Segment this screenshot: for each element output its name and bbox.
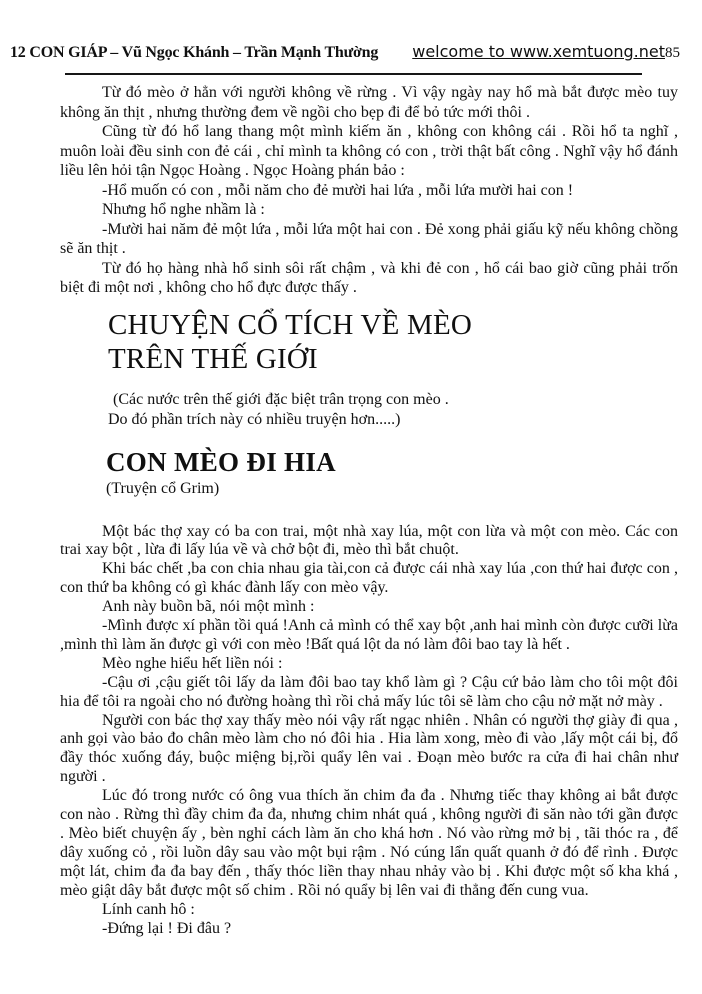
paragraph: Lúc đó trong nước có ông vua thích ăn chim đa đa . Nhưng tiếc thay không ai bắt được con nào . Rừng thì đầy chim đa đa, nhưng chim nhát quá , không người đi săn nào tới gần được . Mèo biết chuyện ấy , bèn nghỉ cách làm ăn cho khá hơn . Nó vào rừng mở bị , tãi thóc ra , để dây xuống cỏ , rồi luồn dây sau vào một bụi rậm . Nó cúng lẩn quất quanh ở đó để rình . Được một lát, chim đa đa bay đến , thấy thóc liền thay nhau nhảy vào bị . Khi được một số kha khá , mèo giật dây bắt được một số chim . Rồi nó quẩy bị lên vai đi thẳng đến cung vua. <box>60 787 678 899</box>
paragraph: Nhưng hổ nghe nhầm là : <box>102 201 265 218</box>
paragraph: -Cậu ơi ,cậu giết tôi lấy da làm đôi bao tay khổ làm gì ? Cậu cứ bảo làm cho tôi một đôi hia để tôi ra ngoài cho nó đường hoàng thì rồi chả mấy lúc tôi sẽ làm cho cậu nở mặt nở mày . <box>60 673 678 710</box>
page-number: 85 <box>665 45 680 61</box>
story-subtitle: (Truyện cổ Grim) <box>106 479 220 497</box>
paragraph: Anh này buồn bã, nói một mình : <box>102 598 315 616</box>
paragraph: Một bác thợ xay có ba con trai, một nhà xay lúa, một con lừa và một con mèo. Các con trai xay bột , lừa đi lấy lúa về và chở bột đi, mèo thì bắt chuột. <box>60 522 678 559</box>
paragraph: Mèo nghe hiểu hết liền nói : <box>102 654 283 672</box>
section-heading-line1: CHUYỆN CỔ TÍCH VỀ MÈO <box>108 308 473 341</box>
paragraph: -Đứng lại ! Đi đâu ? <box>102 919 232 937</box>
section-note <box>108 390 678 430</box>
section-heading-line2: TRÊN THẾ GIỚI <box>108 342 318 375</box>
paragraph: Người con bác thợ xay thấy mèo nói vậy rất ngạc nhiên . Nhân có người thợ giày đi qua , anh gọi vào bảo đo chân mèo làm cho nó đôi hia . Hia làm xong, mèo đi vào ,lấy một cái bị, đổ đầy thóc xuống đáy, buộc miệng bị,rồi quẩy lên vai . Đoạn mèo bước ra cửa đi hai chân như người . <box>60 711 678 786</box>
paragraph: Khi bác chết ,ba con chia nhau gia tài,con cả được cái nhà xay lúa ,con thứ hai được con , con thứ ba không có gì khác đành lấy con mèo vậy. <box>60 560 678 597</box>
note-line: (Các nước trên thế giới đặc biệt trân trọng con mèo . <box>113 390 449 408</box>
paragraph: Lính canh hô : <box>102 900 195 918</box>
note-line: Do đó phần trích này có nhiều truyện hơn.....) <box>108 410 401 428</box>
header-divider <box>65 73 642 75</box>
paragraph: -Mình được xí phần tồi quá !Anh cả mình có thể xay bột ,anh hai mình còn được cưỡi lừa ,mình thì làm ăn được gì với con mèo !Bất quá lột da nó làm đôi bao tay là hết . <box>60 617 678 653</box>
section-heading <box>108 308 678 376</box>
book-title: 12 CON GIÁP – Vũ Ngọc Khánh – Trần Mạnh Thường <box>10 44 379 61</box>
paragraph: -Mười hai năm đẻ một lứa , mỗi lứa một hai con . Đẻ xong phải giấu kỹ nếu không chồng sẽ ăn thịt . <box>60 220 678 257</box>
story-title: CON MÈO ĐI HIA <box>106 446 336 477</box>
header-right <box>412 42 680 62</box>
paragraph: Từ đó họ hàng nhà hổ sinh sôi rất chậm , và khi đẻ con , hổ cái bao giờ cũng phải trốn biệt đi một nơi , không cho hổ đực được thấy . <box>60 259 678 296</box>
site-link[interactable]: welcome to www.xemtuong.net <box>412 42 665 61</box>
paragraph: Cũng từ đó hổ lang thang một mình kiếm ăn , không con không cái . Rồi hổ ta nghĩ , muôn loài đều sinh con đẻ cái , chỉ mình ta không có con , trời thật bất công . Nghĩ vậy hổ đánh liều lên hỏi tận Ngọc Hoàng . Ngọc Hoàng phán bảo : <box>60 123 678 179</box>
page-header <box>10 42 680 62</box>
paragraph: Từ đó mèo ở hẳn với người không về rừng . Vì vậy ngày nay hổ mà bắt được mèo tuy không ăn thịt , nhưng thường đem về ngồi cho bẹp đi để bỏ tức mới thôi . <box>60 84 678 121</box>
page-content <box>60 83 678 938</box>
paragraph: -Hổ muốn có con , mỗi năm cho đẻ mười hai lứa , mỗi lứa mười hai con ! <box>102 181 574 199</box>
